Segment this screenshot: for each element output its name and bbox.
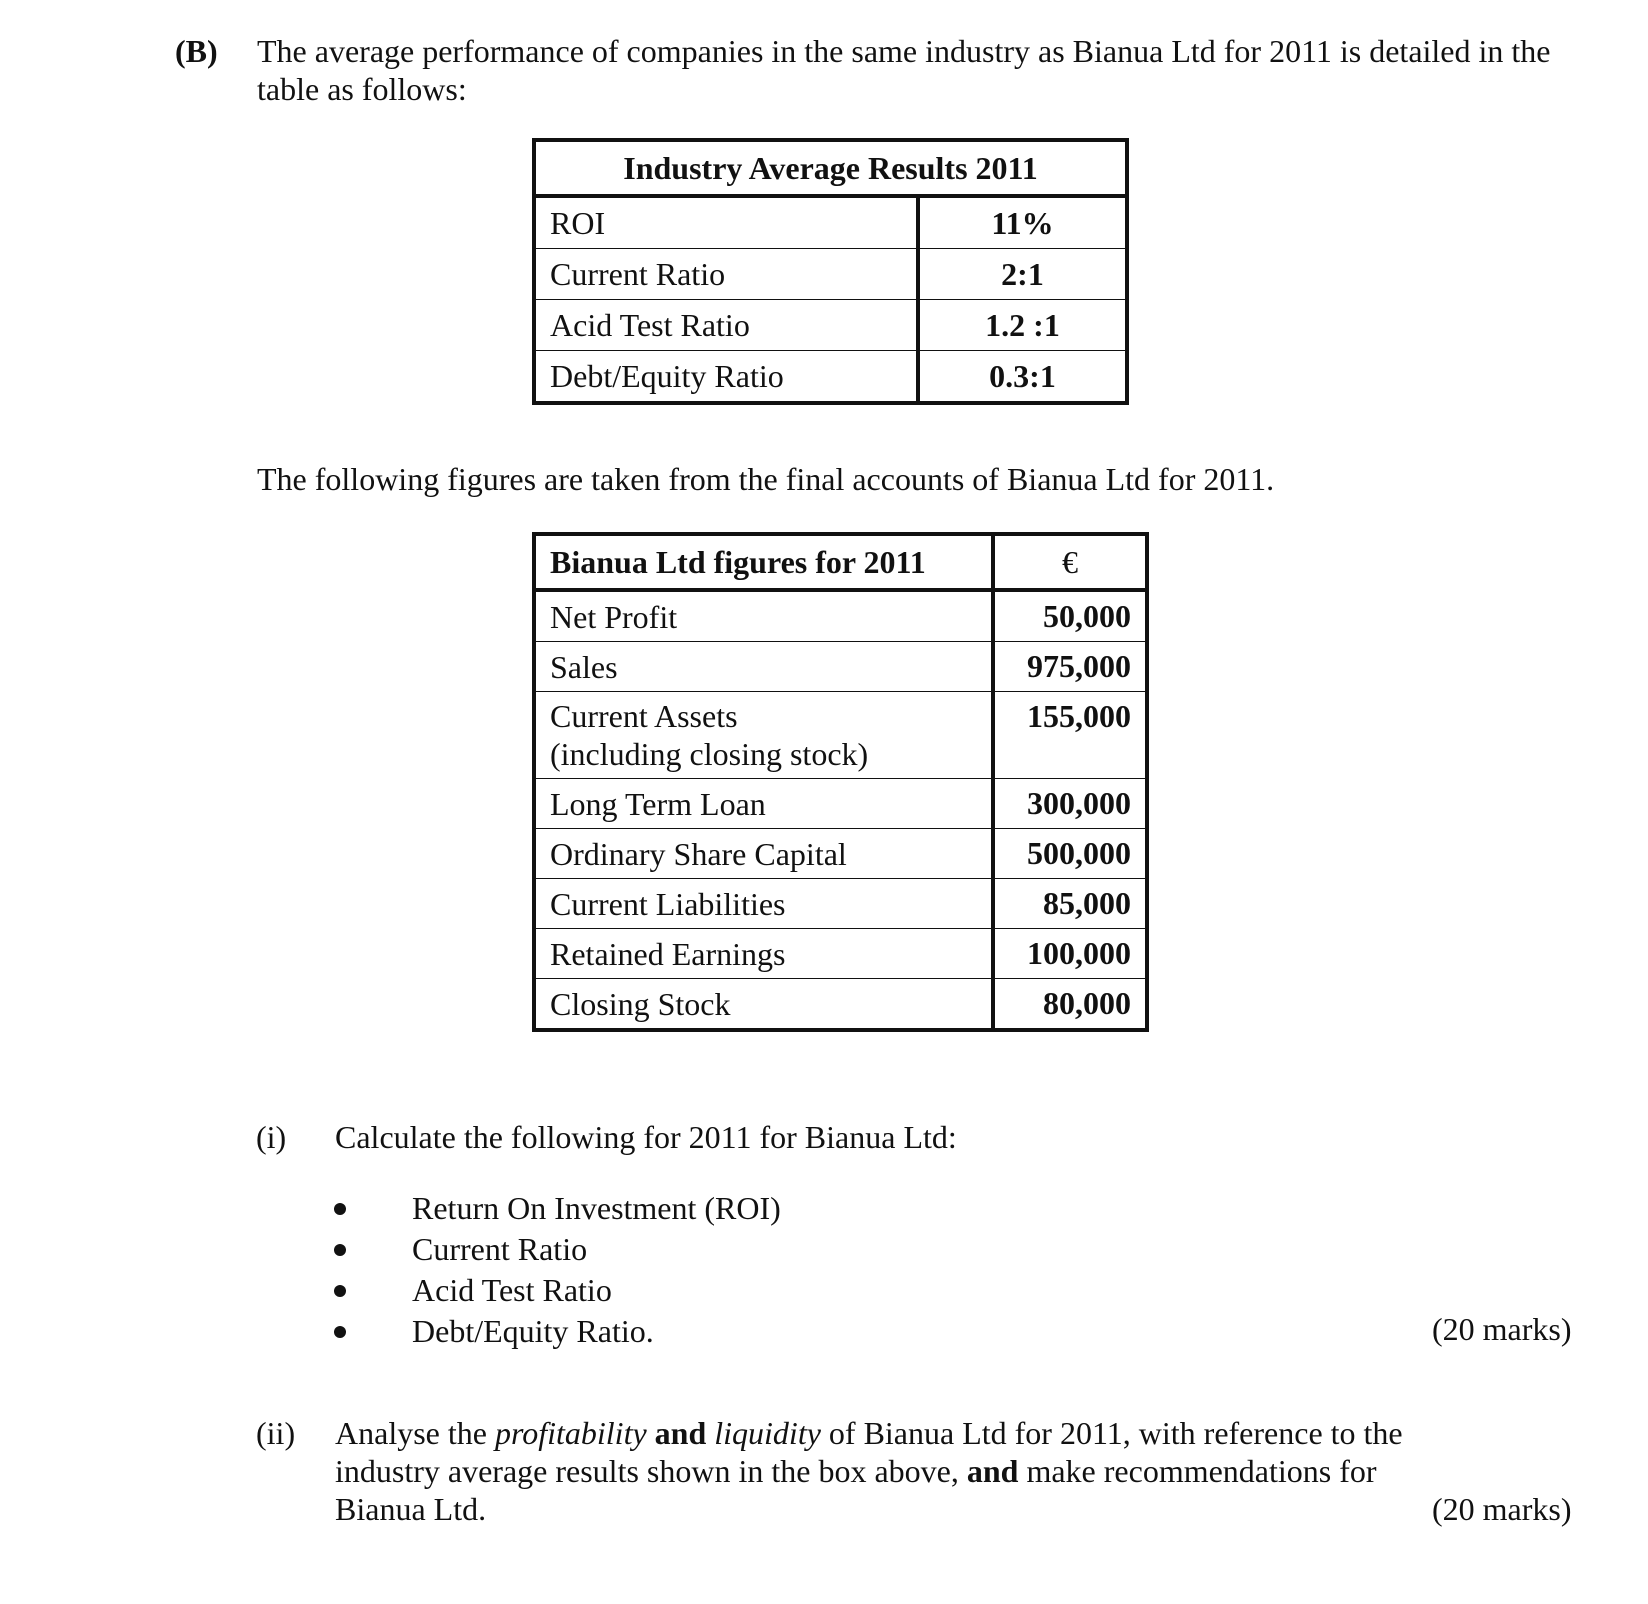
- bianua-row-label: Retained Earnings: [534, 929, 993, 979]
- bullet-text: Return On Investment (ROI): [412, 1190, 781, 1226]
- bullet-icon: [334, 1285, 346, 1297]
- industry-average-table: [532, 138, 1129, 405]
- question-ii-number: (ii): [256, 1415, 296, 1451]
- bianua-row-value: 80,000: [993, 979, 1147, 1031]
- list-item: [330, 1270, 781, 1311]
- table-row: [534, 979, 1147, 1031]
- bullet-text: Acid Test Ratio: [412, 1272, 612, 1308]
- bianua-row-label: Ordinary Share Capital: [534, 829, 993, 879]
- industry-row-value: 11%: [918, 196, 1127, 249]
- emphasis-profitability: profitability: [494, 1415, 647, 1451]
- bianua-figures-table: [532, 532, 1149, 1032]
- bianua-row-label: Net Profit: [534, 590, 993, 642]
- bianua-row-label: Long Term Loan: [534, 779, 993, 829]
- section-label: (B): [175, 33, 218, 69]
- industry-row-label: Acid Test Ratio: [534, 300, 918, 351]
- bianua-row-value: 155,000: [993, 692, 1147, 779]
- bianua-row-label: Closing Stock: [534, 979, 993, 1031]
- bullet-icon: [334, 1326, 346, 1338]
- table-row: [534, 929, 1147, 979]
- question-i-text: Calculate the following for 2011 for Bianua Ltd:: [335, 1119, 957, 1155]
- table-row: [534, 590, 1147, 642]
- bianua-table-header-label: Bianua Ltd figures for 2011: [534, 534, 993, 590]
- industry-row-value: 1.2 :1: [918, 300, 1127, 351]
- question-i-marks: (20 marks): [1432, 1311, 1572, 1347]
- industry-row-value: 0.3:1: [918, 351, 1127, 404]
- bianua-row-value: 975,000: [993, 642, 1147, 692]
- table-row: [534, 642, 1147, 692]
- table-row: [534, 351, 1127, 404]
- industry-table-title: Industry Average Results 2011: [534, 140, 1127, 196]
- intro-paragraph: The average performance of companies in the same industry as Bianua Ltd for 2011 is detailed in the table as follows:: [257, 33, 1551, 107]
- bianua-row-label-main: Current Assets: [550, 698, 738, 734]
- industry-row-label: ROI: [534, 196, 918, 249]
- table-row: [534, 692, 1147, 779]
- bianua-table-header-currency: €: [993, 534, 1147, 590]
- table-row: [534, 300, 1127, 351]
- bianua-row-value: 100,000: [993, 929, 1147, 979]
- bullet-text: Current Ratio: [412, 1231, 588, 1267]
- question-i-number: (i): [256, 1119, 287, 1155]
- industry-row-label: Current Ratio: [534, 249, 918, 300]
- industry-row-label: Debt/Equity Ratio: [534, 351, 918, 404]
- bianua-intro-paragraph: The following figures are taken from the final accounts of Bianua Ltd for 2011.: [257, 461, 1275, 497]
- bullet-text: Debt/Equity Ratio.: [412, 1313, 654, 1349]
- bianua-row-label-sub: (including closing stock): [550, 736, 869, 772]
- bianua-row-label: Current Liabilities: [534, 879, 993, 929]
- list-item: [330, 1311, 781, 1352]
- table-row: [534, 879, 1147, 929]
- table-row: [534, 779, 1147, 829]
- bianua-row-value: 85,000: [993, 879, 1147, 929]
- bianua-row-label: Sales: [534, 642, 993, 692]
- question-ii-text: Analyse the profitability and liquidity of Bianua Ltd for 2011, with reference to the industry average results shown in the box above, and make recommendations for Bianua Ltd.: [335, 1415, 1403, 1527]
- bianua-row-value: 300,000: [993, 779, 1147, 829]
- emphasis-and: and: [966, 1453, 1019, 1489]
- question-i-bullet-list: [330, 1188, 781, 1352]
- bianua-row-value: 50,000: [993, 590, 1147, 642]
- industry-row-value: 2:1: [918, 249, 1127, 300]
- bianua-row-label: [534, 692, 993, 779]
- bullet-icon: [334, 1244, 346, 1256]
- table-row: [534, 249, 1127, 300]
- bianua-row-value: 500,000: [993, 829, 1147, 879]
- table-row: [534, 829, 1147, 879]
- question-ii-marks: (20 marks): [1432, 1491, 1572, 1527]
- table-row: [534, 196, 1127, 249]
- emphasis-liquidity: liquidity: [714, 1415, 821, 1451]
- list-item: [330, 1188, 781, 1229]
- bullet-icon: [334, 1203, 346, 1215]
- list-item: [330, 1229, 781, 1270]
